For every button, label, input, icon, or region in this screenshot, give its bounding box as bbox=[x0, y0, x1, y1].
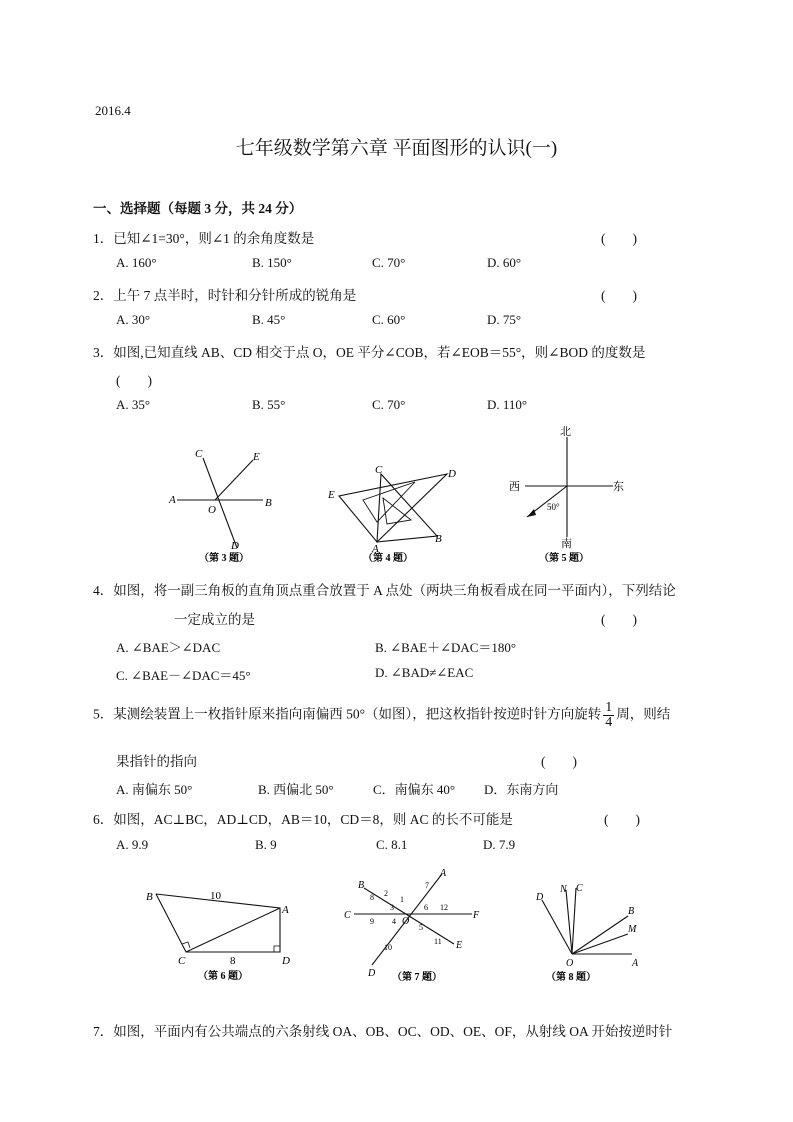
fig7-num-1: 1 bbox=[400, 895, 404, 904]
question-1-option-d: D. 60° bbox=[487, 255, 522, 270]
fig6-label-d: D bbox=[282, 955, 290, 967]
fig4-caption: （第 4 题） bbox=[363, 553, 413, 564]
fig8-caption: （第 8 题） bbox=[546, 972, 596, 983]
fig7-label-e: E bbox=[456, 940, 463, 951]
question-5-text bbox=[93, 701, 670, 730]
question-4-option-a: A. ∠BAE＞∠DAC bbox=[116, 640, 221, 655]
fig3-label-a: A bbox=[169, 494, 176, 506]
fig5-label-east: 东 bbox=[613, 481, 624, 493]
question-5-option-a: A. 南偏东 50° bbox=[116, 782, 193, 797]
section-title: 一、选择题（每题 3 分，共 24 分） bbox=[93, 201, 303, 216]
fig7-num-3: 3 bbox=[390, 903, 394, 912]
question-5-text-lead: 5．某测绘装置上一枚指针原来指向南偏西 50°（如图），把这枚指针按逆时针方向旋转 bbox=[93, 706, 602, 722]
figure-6-quadrilateral bbox=[142, 882, 302, 984]
fig8-label-b: B bbox=[628, 906, 635, 917]
ray-ob bbox=[572, 916, 628, 954]
fig4-label-d: D bbox=[448, 468, 456, 480]
question-1-text: 1．已知∠1=30°，则∠1 的余角度数是 bbox=[93, 231, 315, 246]
question-4-answer-bracket: ( ) bbox=[601, 612, 637, 627]
fig7-num-12: 12 bbox=[440, 903, 448, 912]
ray-oc bbox=[572, 888, 576, 954]
fig7-label-o: O bbox=[402, 916, 410, 927]
segment-ac bbox=[186, 908, 280, 952]
question-5-option-d: D．东南方向 bbox=[484, 782, 559, 797]
question-3-answer-bracket: ( ) bbox=[116, 373, 152, 388]
fraction-denominator: 4 bbox=[605, 715, 613, 730]
question-3-text: 3．如图,已知直线 AB、CD 相交于点 O，OE 平分∠COB，若∠EOB＝55°，则∠BOD 的度数是 bbox=[93, 345, 646, 360]
set-square-1-inner bbox=[363, 482, 415, 522]
fig7-num-4: 4 bbox=[392, 917, 396, 926]
question-6-answer-bracket: ( ) bbox=[604, 812, 640, 827]
fig5-label-south: 南 bbox=[561, 538, 572, 550]
fig7-num-9: 9 bbox=[370, 917, 374, 926]
question-3-option-b: B. 55° bbox=[252, 397, 286, 412]
fig7-num-5: 5 bbox=[419, 923, 423, 932]
fig8-label-a: A bbox=[632, 958, 639, 969]
fig7-num-6: 6 bbox=[424, 903, 428, 912]
question-5-fraction bbox=[603, 701, 614, 730]
figure-8-rays-from-o bbox=[528, 880, 658, 984]
question-5-option-b: B. 西偏北 50° bbox=[258, 782, 334, 797]
question-2-text: 2．上午 7 点半时，时针和分针所成的锐角是 bbox=[93, 288, 357, 303]
question-1-option-b: B. 150° bbox=[252, 255, 292, 270]
fig7-label-b: B bbox=[358, 880, 365, 891]
fig7-num-8: 8 bbox=[370, 893, 374, 902]
question-6-option-b: B. 9 bbox=[255, 837, 277, 852]
figure-5-compass-pointer bbox=[505, 425, 635, 565]
fig3-label-e: E bbox=[253, 451, 260, 463]
ray-oe bbox=[215, 460, 253, 500]
fig3-label-d: D bbox=[231, 540, 239, 552]
fig5-angle-label: 50° bbox=[547, 502, 560, 512]
fig5-caption: （第 5 题） bbox=[539, 553, 589, 564]
outline-bacd bbox=[156, 894, 280, 952]
fig7-label-f: F bbox=[473, 910, 480, 921]
fig7-num-7: 7 bbox=[425, 881, 429, 890]
fig3-label-c: C bbox=[195, 448, 203, 460]
fig7-num-2: 2 bbox=[384, 889, 388, 898]
question-2-option-b: B. 45° bbox=[252, 312, 286, 327]
question-1-answer-bracket: ( ) bbox=[601, 231, 637, 246]
fig4-label-b: B bbox=[435, 533, 442, 545]
pointer-arrowhead bbox=[527, 509, 536, 517]
fig6-label-c: C bbox=[178, 955, 186, 967]
document-date: 2016.4 bbox=[95, 103, 131, 118]
fig7-num-11: 11 bbox=[434, 937, 442, 946]
question-4-option-c: C. ∠BAE－∠DAC＝45° bbox=[116, 668, 251, 683]
question-3-option-a: A. 35° bbox=[116, 397, 151, 412]
figure-7-six-rays bbox=[340, 862, 490, 984]
set-square-2 bbox=[377, 474, 437, 542]
question-2-answer-bracket: ( ) bbox=[601, 288, 637, 303]
fig8-label-c: C bbox=[576, 883, 583, 894]
fig6-caption: （第 6 题） bbox=[198, 971, 248, 982]
fig3-caption: （第 3 题） bbox=[199, 553, 249, 564]
fig8-label-m: M bbox=[628, 924, 637, 935]
fraction-numerator: 1 bbox=[605, 700, 613, 715]
question-4-text: 4．如图，将一副三角板的直角顶点重合放置于 A 点处（两块三角板看成在同一平面内），下列结论 bbox=[93, 583, 676, 598]
question-3-option-c: C. 70° bbox=[372, 397, 406, 412]
fig5-label-west: 西 bbox=[509, 481, 520, 493]
fig8-label-n: N bbox=[560, 884, 567, 895]
fig7-label-a: A bbox=[440, 868, 447, 879]
right-angle-d bbox=[274, 946, 280, 952]
question-5-text-continued: 果指针的指向 bbox=[116, 754, 197, 769]
question-7-text: 7．如图，平面内有公共端点的六条射线 OA、OB、OC、OD、OE、OF，从射线 OA 开始按逆时针 bbox=[93, 1024, 673, 1039]
line-cd bbox=[203, 458, 237, 548]
question-4-option-d: D. ∠BAD≠∠EAC bbox=[375, 665, 474, 680]
fig3-label-b: B bbox=[265, 497, 272, 509]
fig8-label-o: O bbox=[566, 958, 574, 969]
page-title: 七年级数学第六章 平面图形的认识(一) bbox=[235, 138, 558, 159]
figure-3-intersecting-lines bbox=[165, 440, 285, 565]
question-6-option-a: A. 9.9 bbox=[116, 837, 149, 852]
fig4-label-c: C bbox=[375, 464, 383, 476]
fig6-length-ab: 10 bbox=[210, 890, 221, 902]
fig6-length-cd: 8 bbox=[230, 955, 236, 967]
question-5-text-tail: 周，则结 bbox=[616, 706, 671, 722]
question-1-option-c: C. 70° bbox=[372, 255, 406, 270]
fig7-caption: （第 7 题） bbox=[392, 972, 442, 983]
fig6-label-a: A bbox=[282, 904, 289, 916]
figure-4-two-set-squares bbox=[325, 460, 465, 565]
question-3-option-d: D. 110° bbox=[487, 397, 528, 412]
fig3-label-o: O bbox=[208, 504, 216, 516]
fig7-label-d: D bbox=[368, 968, 376, 979]
fig4-label-e: E bbox=[328, 489, 335, 501]
question-1-option-a: A. 160° bbox=[116, 255, 157, 270]
question-2-option-c: C. 60° bbox=[372, 312, 406, 327]
question-5-answer-bracket: ( ) bbox=[541, 754, 577, 769]
question-4-option-b: B. ∠BAE＋∠DAC＝180° bbox=[375, 640, 517, 655]
question-4-text-continued: 一定成立的是 bbox=[174, 612, 255, 627]
set-square-1 bbox=[339, 474, 447, 542]
question-6-option-d: D. 7.9 bbox=[483, 837, 516, 852]
fig7-label-c: C bbox=[344, 910, 351, 921]
fig7-num-10: 10 bbox=[384, 943, 392, 952]
ray-om bbox=[572, 934, 628, 954]
question-2-option-a: A. 30° bbox=[116, 312, 151, 327]
fig4-label-a: A bbox=[372, 543, 379, 555]
fig5-label-north: 北 bbox=[560, 426, 571, 438]
question-5-option-c: C．南偏东 40° bbox=[373, 782, 456, 797]
question-6-text: 6．如图，AC⊥BC，AD⊥CD，AB＝10，CD＝8，则 AC 的长不可能是 bbox=[93, 812, 513, 827]
question-6-option-c: C. 8.1 bbox=[376, 837, 408, 852]
fig8-label-d: D bbox=[536, 892, 544, 903]
question-2-option-d: D. 75° bbox=[487, 312, 522, 327]
fig6-label-b: B bbox=[146, 891, 153, 903]
